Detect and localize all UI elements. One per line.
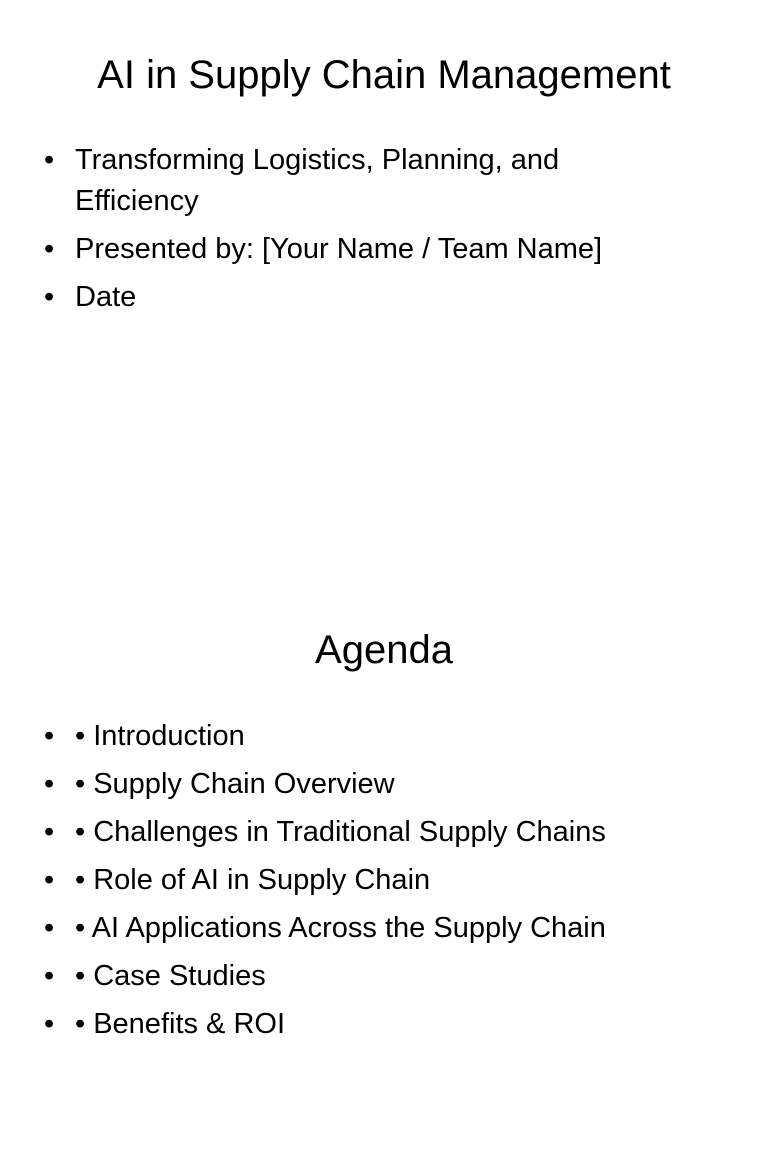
bullet-list	[44, 716, 644, 1052]
bullet-item	[44, 229, 644, 270]
bullet-item	[44, 716, 644, 757]
bullet-item	[44, 277, 644, 318]
bullet-item	[44, 1004, 644, 1045]
bullet-text: • Introduction	[75, 720, 245, 752]
slide-title: AI in Supply Chain Management	[97, 53, 671, 97]
bullet-item	[44, 908, 644, 949]
bullet-icon: •	[44, 816, 55, 848]
bullet-icon: •	[44, 960, 55, 992]
bullet-icon: •	[44, 768, 55, 800]
bullet-item	[44, 764, 644, 805]
bullet-text: • Challenges in Traditional Supply Chains	[75, 816, 606, 848]
bullet-item	[44, 860, 644, 901]
bullet-text: • AI Applications Across the Supply Chain	[75, 912, 606, 944]
bullet-icon: •	[44, 1008, 55, 1040]
bullet-item	[44, 140, 644, 222]
bullet-text: • Benefits & ROI	[75, 1008, 286, 1040]
bullet-icon: •	[44, 912, 55, 944]
bullet-icon: •	[44, 144, 55, 176]
bullet-icon: •	[44, 233, 55, 265]
bullet-list	[44, 140, 644, 325]
bullet-text: Presented by: [Your Name / Team Name]	[75, 233, 603, 265]
bullet-icon: •	[44, 281, 55, 313]
bullet-text: Date	[75, 281, 137, 313]
bullet-icon: •	[44, 864, 55, 896]
bullet-item	[44, 956, 644, 997]
agenda-slide	[0, 576, 768, 1152]
bullet-text: • Role of AI in Supply Chain	[75, 864, 431, 896]
bullet-item	[44, 812, 644, 853]
slide-title: Agenda	[315, 628, 453, 672]
bullet-text: Transforming Logistics, Planning, and Efficiency	[75, 144, 560, 217]
bullet-text: • Supply Chain Overview	[75, 768, 395, 800]
bullet-icon: •	[44, 720, 55, 752]
bullet-text: • Case Studies	[75, 960, 266, 992]
